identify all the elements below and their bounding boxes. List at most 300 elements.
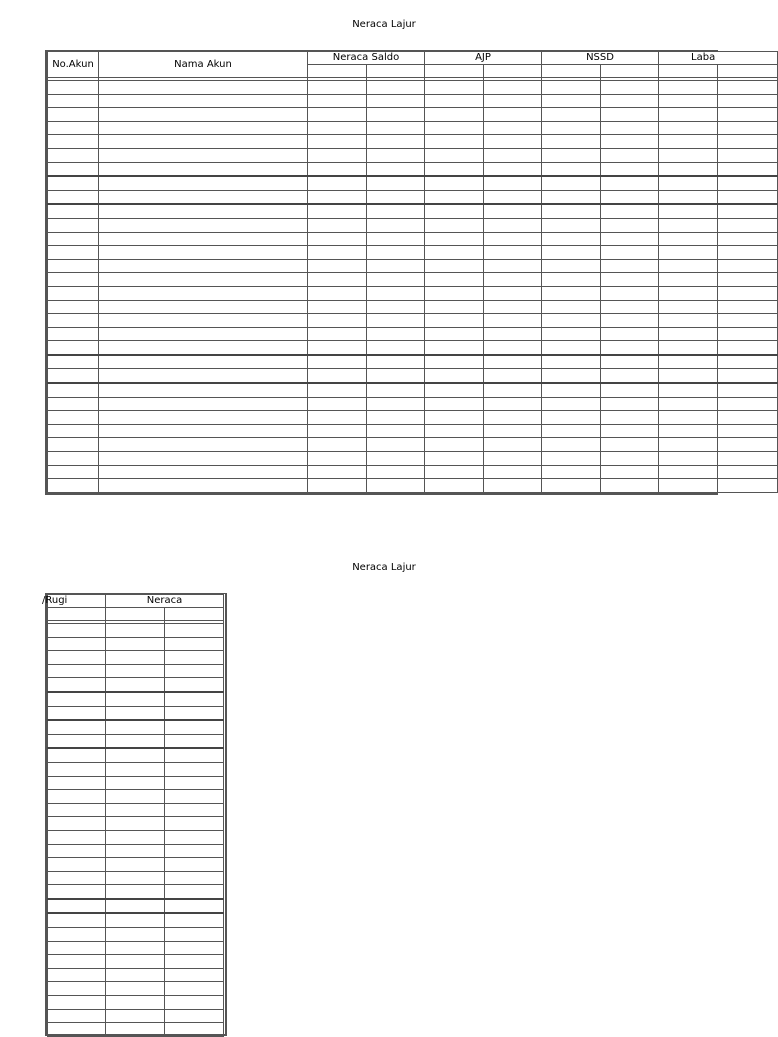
table-cell [99, 383, 308, 397]
table-cell [425, 135, 484, 149]
table-cell [718, 397, 778, 411]
table-cell [601, 286, 659, 300]
table-cell [367, 479, 425, 493]
table-row [48, 108, 778, 122]
table-cell [48, 706, 106, 720]
table-cell [659, 246, 718, 260]
table-cell [718, 355, 778, 369]
table-cell [718, 94, 778, 108]
table-cell [99, 135, 308, 149]
table-cell [48, 858, 106, 872]
table-cell [425, 121, 484, 135]
table-cell [542, 273, 601, 287]
table-cell [48, 803, 106, 817]
table-cell [165, 762, 224, 776]
table-cell [308, 341, 367, 355]
table-cell [601, 121, 659, 135]
table-cell [425, 162, 484, 176]
table-cell [718, 259, 778, 273]
table-cell [106, 817, 165, 831]
table-cell [48, 748, 106, 762]
table-cell [106, 830, 165, 844]
table-cell [48, 218, 99, 232]
table-cell [718, 273, 778, 287]
table-cell [48, 355, 99, 369]
table-cell [718, 135, 778, 149]
table-row [48, 341, 778, 355]
table-cell [308, 465, 367, 479]
table-row [48, 664, 224, 678]
table-cell [165, 899, 224, 914]
table-cell [659, 135, 718, 149]
table-cell [425, 411, 484, 425]
table-cell [48, 314, 99, 328]
table-row [48, 871, 224, 885]
table-row [48, 204, 778, 218]
table-cell [484, 232, 542, 246]
table-cell [425, 314, 484, 328]
table-cell [48, 397, 99, 411]
table-cell [106, 885, 165, 899]
header-neraca: Neraca [106, 595, 224, 608]
table-cell [48, 327, 99, 341]
table-cell [48, 369, 99, 383]
table-cell [718, 121, 778, 135]
table-cell [99, 341, 308, 355]
table-row [48, 369, 778, 383]
table-row [48, 678, 224, 692]
table-cell [484, 176, 542, 190]
table-cell [542, 314, 601, 328]
table-cell [308, 411, 367, 425]
table-row [48, 273, 778, 287]
table-row [48, 734, 224, 748]
table-cell [425, 148, 484, 162]
table-cell [367, 121, 425, 135]
table-cell [484, 190, 542, 204]
table-cell [367, 190, 425, 204]
table-cell [718, 162, 778, 176]
table-cell [48, 286, 99, 300]
table-cell [718, 148, 778, 162]
table-row [48, 176, 778, 190]
table-cell [99, 232, 308, 246]
table-cell [601, 479, 659, 493]
table-row [48, 692, 224, 706]
table-cell [367, 327, 425, 341]
table-cell [484, 397, 542, 411]
table-cell [425, 397, 484, 411]
table-cell [367, 148, 425, 162]
table-cell [484, 148, 542, 162]
table-cell [48, 651, 106, 665]
table-cell [367, 286, 425, 300]
table-cell [718, 81, 778, 95]
table-cell [106, 803, 165, 817]
table-row [48, 438, 778, 452]
table-cell [165, 996, 224, 1010]
table-row [48, 968, 224, 982]
table-row [48, 300, 778, 314]
table-cell [308, 148, 367, 162]
table-cell [308, 81, 367, 95]
table-cell [425, 108, 484, 122]
table-cell [308, 383, 367, 397]
table-cell [659, 465, 718, 479]
table-cell [659, 341, 718, 355]
table-cell [48, 776, 106, 790]
table-cell [542, 369, 601, 383]
table-cell [425, 355, 484, 369]
table-cell [106, 1023, 165, 1037]
table-cell [99, 218, 308, 232]
table-cell [165, 1009, 224, 1023]
table-cell [542, 135, 601, 149]
table-row [48, 479, 778, 493]
table-cell [106, 858, 165, 872]
table-cell [106, 1009, 165, 1023]
table-cell [308, 355, 367, 369]
table-cell [542, 148, 601, 162]
table-cell [542, 341, 601, 355]
table-cell [367, 232, 425, 246]
table-cell [106, 955, 165, 969]
table-cell [659, 314, 718, 328]
table-cell [601, 218, 659, 232]
table-cell [659, 94, 718, 108]
table-cell [484, 108, 542, 122]
page-title-continued: Neraca Lajur [352, 562, 416, 573]
table-cell [659, 162, 718, 176]
table-row [48, 899, 224, 914]
table-cell [48, 190, 99, 204]
table-cell [601, 300, 659, 314]
table-cell [659, 438, 718, 452]
table-row [48, 928, 224, 942]
table-cell [484, 424, 542, 438]
table-cell [99, 327, 308, 341]
table-cell [542, 246, 601, 260]
table-cell [106, 651, 165, 665]
table-cell [48, 637, 106, 651]
table-cell [542, 327, 601, 341]
table-row [48, 232, 778, 246]
table-row [48, 246, 778, 260]
table-cell [601, 465, 659, 479]
table-cell [106, 776, 165, 790]
table-cell [48, 81, 99, 95]
table-cell [425, 286, 484, 300]
table-cell [99, 355, 308, 369]
table-cell [48, 273, 99, 287]
table-cell [308, 232, 367, 246]
table-cell [718, 286, 778, 300]
table-row [48, 720, 224, 734]
table-cell [425, 300, 484, 314]
table-cell [48, 762, 106, 776]
table-cell [425, 479, 484, 493]
table-cell [542, 397, 601, 411]
table-cell [484, 162, 542, 176]
table-cell [99, 369, 308, 383]
table-cell [367, 383, 425, 397]
table-cell [718, 218, 778, 232]
table-cell [601, 176, 659, 190]
table-cell [659, 479, 718, 493]
table-row [48, 424, 778, 438]
table-cell [106, 790, 165, 804]
table-cell [542, 176, 601, 190]
table-cell [48, 871, 106, 885]
table-cell [165, 678, 224, 692]
table-cell [308, 397, 367, 411]
table-cell [99, 273, 308, 287]
table-row [48, 941, 224, 955]
table-cell [308, 479, 367, 493]
table-cell [659, 273, 718, 287]
table-cell [659, 218, 718, 232]
table-cell [718, 108, 778, 122]
table-cell [659, 424, 718, 438]
table-cell [542, 121, 601, 135]
table-cell [484, 341, 542, 355]
table-cell [659, 452, 718, 466]
table-cell [48, 624, 106, 638]
table-row [48, 162, 778, 176]
table-cell [659, 108, 718, 122]
table-cell [165, 871, 224, 885]
table-cell [659, 369, 718, 383]
table-cell [308, 369, 367, 383]
table-cell [542, 286, 601, 300]
table-cell [48, 928, 106, 942]
table-cell [484, 452, 542, 466]
table-cell [99, 162, 308, 176]
table-cell [99, 94, 308, 108]
table-cell [601, 411, 659, 425]
table-cell [367, 452, 425, 466]
table-cell [367, 424, 425, 438]
table-cell [308, 424, 367, 438]
table-cell [99, 465, 308, 479]
table-cell [99, 424, 308, 438]
table-cell [367, 204, 425, 218]
table-cell [367, 218, 425, 232]
table-cell [425, 204, 484, 218]
table-row [48, 121, 778, 135]
table-cell [48, 232, 99, 246]
table-cell [718, 411, 778, 425]
table-cell [484, 218, 542, 232]
table-cell [48, 465, 99, 479]
table-cell [484, 204, 542, 218]
table-cell [308, 452, 367, 466]
header-nssd: NSSD [542, 52, 659, 65]
header-nama-akun: Nama Akun [99, 52, 308, 78]
table-cell [718, 424, 778, 438]
table-cell [48, 424, 99, 438]
table-row [48, 355, 778, 369]
table-cell [542, 162, 601, 176]
table-cell [48, 108, 99, 122]
table-cell [99, 314, 308, 328]
table-row [48, 844, 224, 858]
table-cell [659, 383, 718, 397]
table-row [48, 148, 778, 162]
worksheet-grid [47, 51, 778, 493]
table-row [48, 81, 778, 95]
table-cell [367, 176, 425, 190]
table-cell [484, 81, 542, 95]
table-cell [165, 1023, 224, 1037]
table-cell [106, 692, 165, 706]
table-cell [659, 397, 718, 411]
table-cell [601, 327, 659, 341]
table-cell [165, 928, 224, 942]
table-cell [99, 259, 308, 273]
table-cell [659, 176, 718, 190]
table-cell [601, 190, 659, 204]
table-cell [165, 941, 224, 955]
table-row [48, 624, 224, 638]
table-cell [99, 190, 308, 204]
table-cell [99, 81, 308, 95]
table-cell [718, 452, 778, 466]
table-row [48, 790, 224, 804]
table-cell [425, 259, 484, 273]
table-cell [425, 94, 484, 108]
table-cell [106, 941, 165, 955]
table-cell [542, 204, 601, 218]
table-cell [48, 982, 106, 996]
table-cell [718, 190, 778, 204]
table-row [48, 817, 224, 831]
table-cell [48, 479, 99, 493]
table-cell [484, 286, 542, 300]
table-cell [542, 383, 601, 397]
header-no-akun: No.Akun [48, 52, 99, 78]
table-cell [425, 424, 484, 438]
table-cell [367, 81, 425, 95]
table-cell [484, 135, 542, 149]
table-cell [99, 452, 308, 466]
table-cell [484, 479, 542, 493]
table-cell [601, 341, 659, 355]
table-cell [308, 286, 367, 300]
table-cell [99, 286, 308, 300]
table-cell [367, 246, 425, 260]
table-cell [48, 438, 99, 452]
table-cell [425, 246, 484, 260]
table-row [48, 452, 778, 466]
table-row [48, 830, 224, 844]
table-cell [659, 121, 718, 135]
table-row [48, 383, 778, 397]
worksheet-grid-continued [42, 594, 224, 1037]
subheader-cell [601, 65, 659, 78]
table-cell [48, 121, 99, 135]
table-cell [106, 706, 165, 720]
table-row [48, 190, 778, 204]
table-cell [308, 438, 367, 452]
table-cell [542, 300, 601, 314]
table-cell [106, 968, 165, 982]
table-cell [484, 438, 542, 452]
table-cell [601, 452, 659, 466]
table-cell [48, 204, 99, 218]
subheader-cell [367, 65, 425, 78]
table-cell [542, 94, 601, 108]
table-cell [425, 465, 484, 479]
table-cell [48, 734, 106, 748]
table-cell [308, 204, 367, 218]
table-cell [308, 300, 367, 314]
table-cell [542, 465, 601, 479]
table-cell [106, 844, 165, 858]
table-row [48, 135, 778, 149]
table-cell [308, 108, 367, 122]
table-cell [659, 81, 718, 95]
table-cell [48, 664, 106, 678]
table-cell [165, 803, 224, 817]
table-cell [367, 300, 425, 314]
table-cell [48, 844, 106, 858]
table-cell [542, 190, 601, 204]
table-row [48, 748, 224, 762]
table-cell [48, 1023, 106, 1037]
table-cell [308, 273, 367, 287]
table-cell [484, 273, 542, 287]
table-cell [48, 996, 106, 1010]
table-cell [484, 369, 542, 383]
table-cell [165, 885, 224, 899]
table-cell [165, 706, 224, 720]
table-cell [165, 982, 224, 996]
header-laba: Laba [659, 52, 778, 65]
table-cell [99, 204, 308, 218]
table-cell [48, 300, 99, 314]
table-cell [48, 955, 106, 969]
table-cell [48, 941, 106, 955]
table-row [48, 706, 224, 720]
table-cell [718, 176, 778, 190]
table-row [48, 286, 778, 300]
table-cell [165, 844, 224, 858]
table-cell [308, 94, 367, 108]
table-cell [165, 664, 224, 678]
table-cell [367, 411, 425, 425]
table-cell [106, 734, 165, 748]
table-cell [106, 624, 165, 638]
table-cell [48, 720, 106, 734]
subheader-cell [165, 608, 224, 621]
table-cell [165, 968, 224, 982]
table-cell [367, 162, 425, 176]
table-cell [99, 176, 308, 190]
table-cell [718, 246, 778, 260]
table-row [48, 397, 778, 411]
table-cell [425, 218, 484, 232]
table-cell [542, 355, 601, 369]
table-cell [106, 762, 165, 776]
table-row [48, 913, 224, 927]
table-cell [165, 913, 224, 927]
table-cell [367, 314, 425, 328]
table-cell [165, 776, 224, 790]
table-cell [659, 190, 718, 204]
table-cell [718, 438, 778, 452]
table-row [48, 637, 224, 651]
